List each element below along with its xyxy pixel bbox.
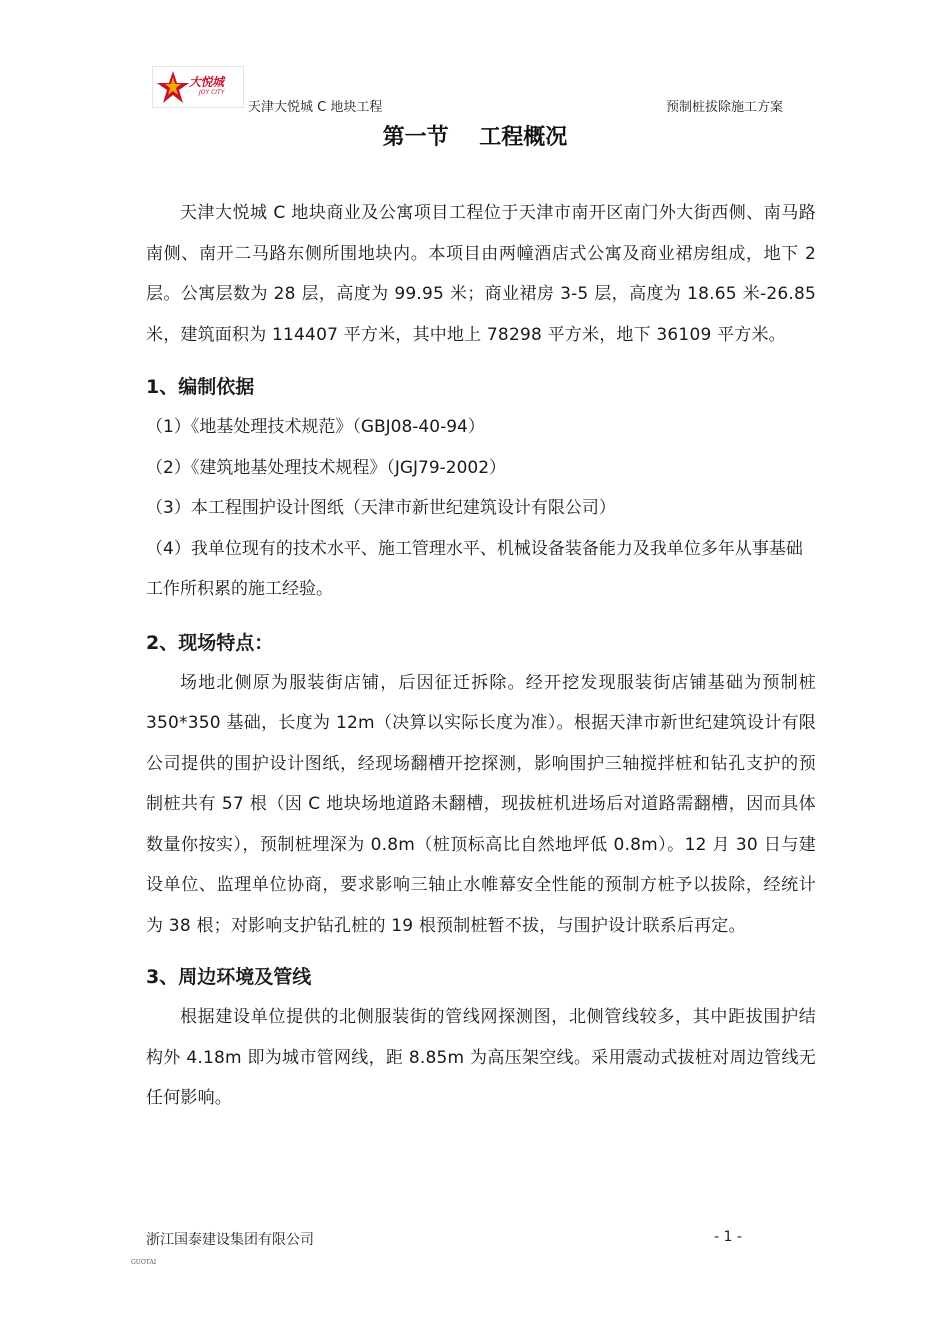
page-number: - 1 - bbox=[714, 1229, 742, 1245]
section-heading-environment: 3、周边环境及管线 bbox=[146, 966, 312, 988]
joy-city-logo bbox=[152, 66, 244, 108]
basis-item: （3）本工程围护设计图纸（天津市新世纪建筑设计有限公司） bbox=[146, 498, 616, 518]
basis-item: （1）《地基处理技术规范》（GBJ08-40-94） bbox=[146, 417, 485, 437]
site-paragraph: 场地北侧原为服装街店铺，后因征迁拆除。经开挖发现服装街店铺基础为预制桩 350*350 基础，长度为 12m（决算以实际长度为准）。根据天津市新世纪建筑设计有限公司提供的围护设计图纸，经现场翻槽开挖探测，影响围护三轴搅拌桩和钻孔支护的预制桩共有 57 根（因 C 地块场地道路未翻槽，现拔桩机进场后对道路需翻槽，因而具体数量你按实），预制桩埋深为 0.8m（桩顶标高比自然地坪低 0.8m）。12 月 30 日与建设单位、监理单位协商，要求影响三轴止水帷幕安全性能的预制方桩予以拔除，经统计为 38 根；对影响支护钻孔桩的 19 根预制桩暂不拔，与围护设计联系后再定。 bbox=[146, 672, 816, 936]
section-heading-basis: 1、编制依据 bbox=[146, 376, 255, 398]
section-heading-site: 2、现场特点： bbox=[146, 631, 274, 654]
page-title: 第一节 工程概况 bbox=[382, 125, 568, 150]
document-body bbox=[146, 193, 816, 1119]
footer-company: 浙江国泰建设集团有限公司 bbox=[146, 1232, 314, 1248]
intro-paragraph: 天津大悦城 C 地块商业及公寓项目工程位于天津市南开区南门外大街西侧、南马路南侧、南开二马路东侧所围地块内。本项目由两幢酒店式公寓及商业裙房组成，地下 2 层。公寓层数为 28 层，高度为 99.95 米；商业裙房 3-5 层，高度为 18.65 米-26.85 米，建筑面积为 114407 平方米，其中地上 78298 平方米，地下 36109 平方米。 bbox=[146, 203, 816, 345]
header-project-name: 天津大悦城 C 地块工程 bbox=[248, 100, 383, 115]
basis-item: （4）我单位现有的技术水平、施工管理水平、机械设备装备能力及我单位多年从事基础工作所积累的施工经验。 bbox=[146, 538, 803, 599]
logo-wordmark: 大悦城 bbox=[189, 75, 224, 89]
basis-item: （2）《建筑地基处理技术规程》（JGJ79-2002） bbox=[146, 457, 507, 478]
logo-subtext: JOY CITY bbox=[199, 89, 225, 96]
environment-paragraph: 根据建设单位提供的北侧服装街的管线网探测图，北侧管线较多，其中距拔围护结构外 4.18m 即为城市管网线，距 8.85m 为高压架空线。采用震动式拔桩对周边管线无任何影响。 bbox=[146, 1007, 816, 1108]
header-document-title: 预制桩拔除施工方案 bbox=[666, 100, 784, 115]
footer-mark: GUOTAI bbox=[131, 1259, 157, 1266]
